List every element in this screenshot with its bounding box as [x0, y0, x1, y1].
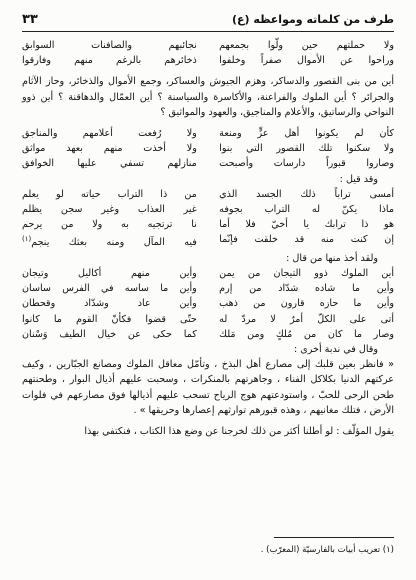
second-hemistich: ولا أخذت منهم بعهد مواثق — [22, 143, 197, 155]
first-hemistich: إن كنت منه قد خلقت فإنّما — [219, 234, 394, 246]
couplet — [22, 327, 394, 342]
first-hemistich: أتى على الكلّ أمرٌ لا مردّ له — [219, 313, 394, 325]
couplet — [22, 53, 394, 68]
stanza-4 — [22, 266, 394, 342]
first-hemistich: ولا سكنوا تلك القصور التي بنوا — [219, 143, 394, 155]
second-hemistich: وأين عاد وشدّاد وقحطان — [22, 298, 197, 310]
second-hemistich: كما حكى عن خيال الطيف وَسْنان — [22, 328, 197, 340]
running-title: طرف من كلماته ومواعظه (ع) — [232, 12, 394, 26]
first-hemistich: وصاروا قبوراً دارسات وأصبحت — [219, 158, 394, 170]
couplet — [22, 312, 394, 327]
prose-paragraph-1: أين من بنى القصور والدساكر، وهزم الجيوش والعساكر، وجمع الأموال والذخائر، وحاز الآثام والجرائر ؟ أين الملوك والفراعنة، والأكاسرة والسياسنة ؟ أين العمّال والدهاقنة ؟ أين ذوو النواحي والرساتيق، والأعلام والمناجيق، والعهود والمواثيق ؟ — [22, 76, 394, 118]
second-hemistich: نا ترتجيه به ولا من يرحم — [22, 219, 197, 231]
couplet — [22, 296, 394, 311]
hemistich-text: فيه المآل ومنه بعثك ينجم — [31, 237, 197, 249]
second-hemistich: وأين ما ساسه في الفرس ساسان — [22, 283, 197, 295]
first-hemistich: وأين ما شاده شدّاد من إرم — [219, 283, 394, 295]
book-page — [22, 0, 394, 580]
page-body — [22, 38, 394, 439]
second-hemistich: منازلهم تسفي عليها الخوافق — [22, 158, 197, 170]
first-hemistich: كأن لم يكونوا أهل عزٍّ ومنعة — [219, 128, 394, 140]
stanza-1 — [22, 38, 394, 68]
footnote-mark: (١) — [22, 235, 32, 244]
intro-label: وقد قيل : — [339, 173, 378, 185]
couplet — [22, 202, 394, 217]
first-hemistich: ماذا يكنّ له التراب بجوفه — [219, 204, 394, 216]
first-hemistich: أمسى تراباً ذلك الجسد الذي — [219, 188, 394, 200]
first-hemistich: وراحوا عن الأموال صفراً وخلفوا — [219, 55, 394, 67]
second-hemistich — [22, 232, 197, 250]
couplet — [22, 141, 394, 156]
stanza-3 — [22, 187, 394, 251]
prose-paragraph-2: « فانظر بعين قلبك إلى مصارع أهل البذخ ، وتأمّل معاقل الملوك ومصانع الجبّارين ، وكيف عركتهم الدنيا بكلاكل الفناء ، وجاهرتهم بالمنكرات ، وسحبت عليهم أذيال البوار ، وطحنتهم طحن الرحى للحبّ ، واستودعتهم هوج الرياح تسحب عليهم أذيالها فوق مصارعهم في فلوات الأرض ، فتلك مغانيهم ، وهذه قبورهم توارثهم إعصارها وحريقها » . — [22, 359, 394, 416]
second-hemistich: نجائبهم والصافنات السوابق — [22, 40, 197, 51]
first-hemistich: وأين ما حازه قارون من ذهب — [219, 298, 394, 310]
intro-label: وقال في ندبة أخرى : — [293, 344, 378, 356]
couplet — [22, 38, 394, 53]
page-number: ٣٣ — [22, 11, 38, 27]
couplet — [22, 281, 394, 296]
first-hemistich: هو ذا ترابك يا أخيّ فلا أما — [219, 219, 394, 231]
footnote: (١) تعريب أبيات بالفارسيّة (المعرّب) . — [260, 545, 394, 555]
second-hemistich: ذخائرهم بالرغم منهم وفارقوا — [22, 55, 197, 67]
couplet — [22, 156, 394, 171]
page-header — [22, 10, 394, 28]
second-hemistich: من ذا التراب حياته لو يعلم — [22, 188, 197, 200]
couplet — [22, 187, 394, 202]
footnote-rule — [274, 537, 394, 538]
intro-label: ولقد أخذ منها من قال : — [286, 252, 378, 264]
second-hemistich: غير العذاب وغير سجن يظلم — [22, 204, 197, 216]
second-hemistich: وأين منهم أكاليل وتيجان — [22, 268, 197, 280]
first-hemistich: ولا حملتهم حين ولّوا بجمعهم — [219, 40, 394, 51]
second-hemistich: ولا رُفعت أعلامهم والمناجق — [22, 128, 197, 140]
couplet — [22, 232, 394, 250]
couplet — [22, 126, 394, 141]
prose-paragraph-3: يقول المؤلّف : لو أطلنا أكثر من ذلك لخرجنا عن وضع هذا الكتاب ، فنكتفي بهذا — [84, 426, 394, 438]
couplet — [22, 217, 394, 232]
first-hemistich: وصار ما كان من مُلكٍ ومن مَلك — [219, 328, 394, 340]
couplet — [22, 266, 394, 281]
stanza-2 — [22, 126, 394, 172]
header-rule — [22, 31, 394, 32]
second-hemistich: حتّى قضوا فكأنّ القوم ما كانوا — [22, 313, 197, 325]
first-hemistich: أين الملوك ذوو التيجان من يمن — [219, 268, 394, 280]
